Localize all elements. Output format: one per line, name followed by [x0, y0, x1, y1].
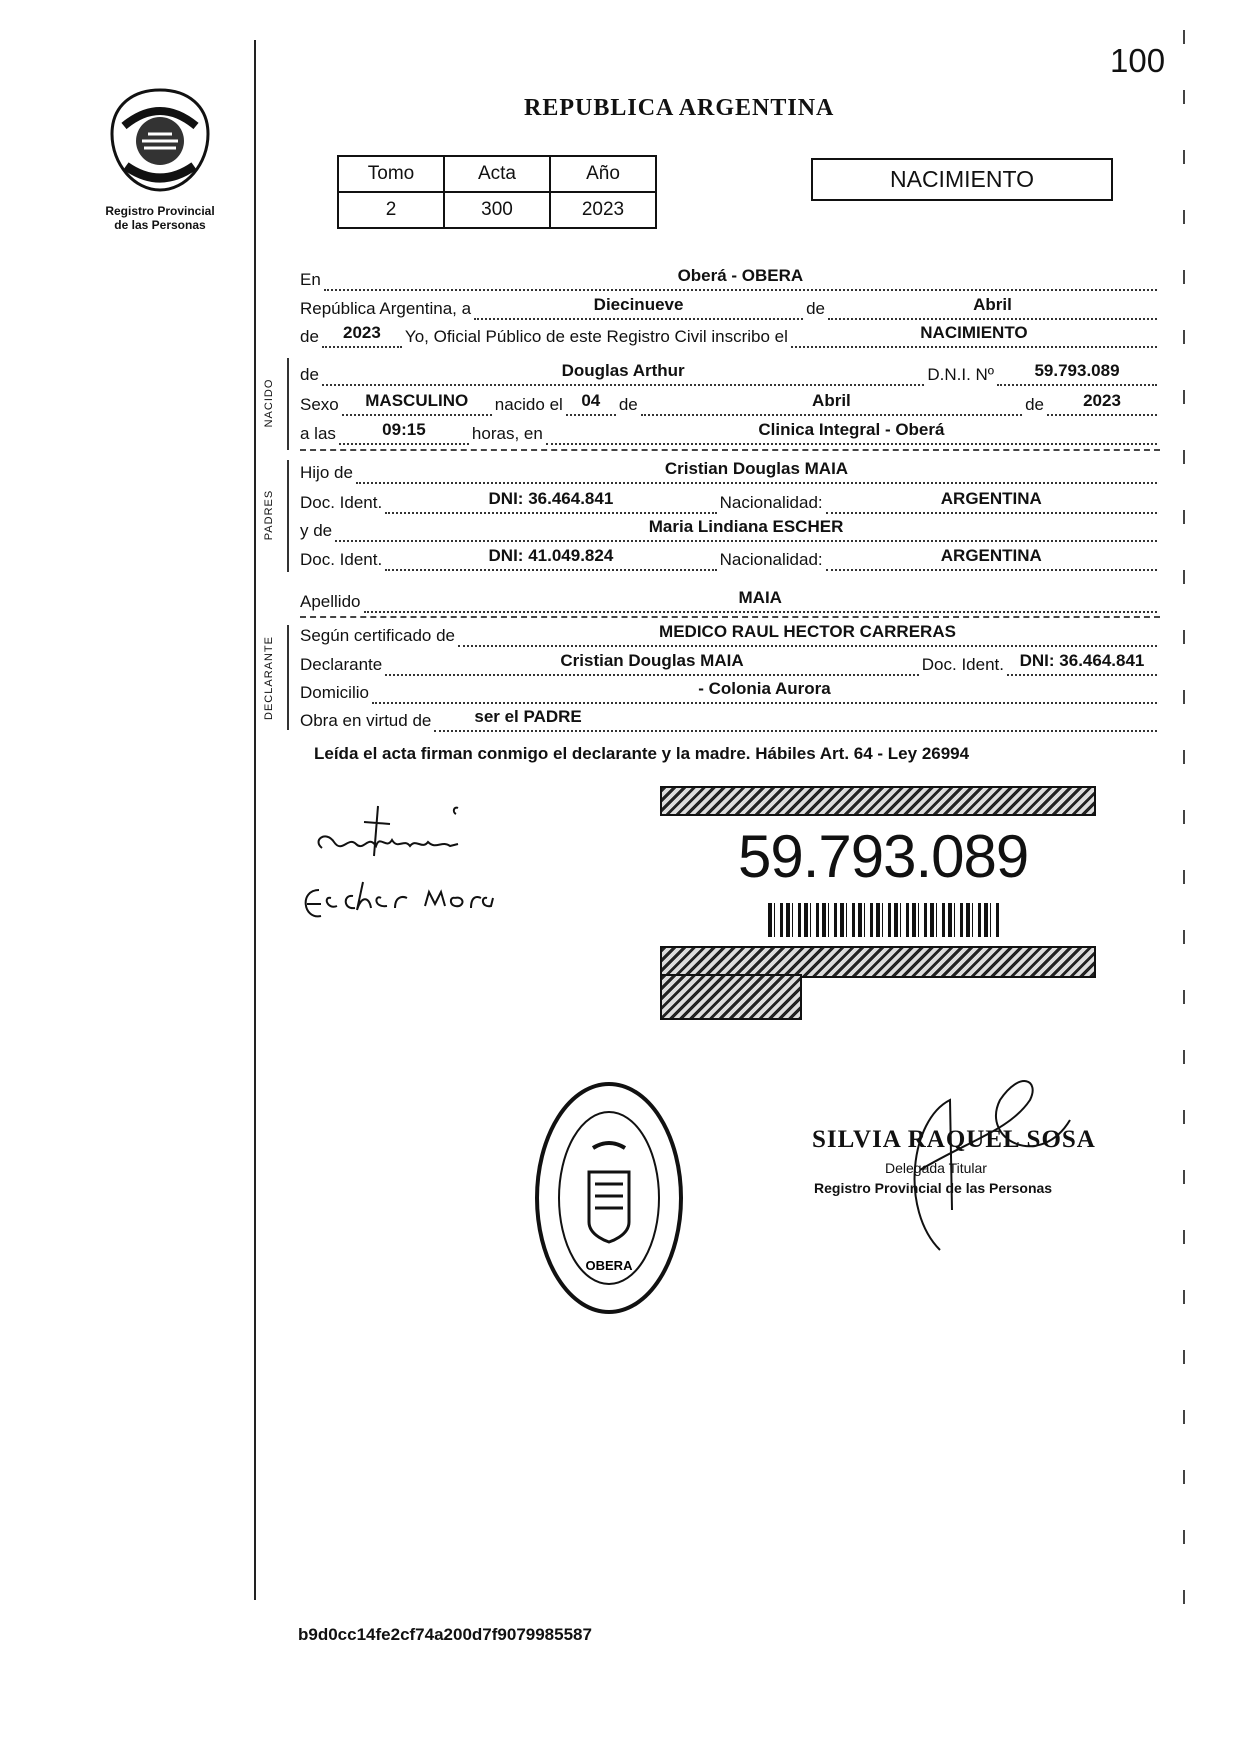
birth-time-value: 09:15 [382, 420, 426, 439]
nac-label-2: Nacionalidad: [719, 550, 823, 569]
en-label: En [300, 270, 321, 289]
inscribe-value: NACIMIENTO [920, 323, 1028, 342]
sexo-label: Sexo [300, 395, 339, 414]
de-year-label: de [1025, 395, 1044, 414]
sexo-value: MASCULINO [365, 391, 469, 410]
declarant-signature [308, 796, 498, 866]
yde-label: y de [300, 521, 333, 540]
de2-label: de [300, 327, 319, 346]
de-name-label: de [300, 365, 319, 384]
hijo-label: Hijo de [300, 463, 353, 482]
row-name [300, 360, 1160, 386]
row-domicilio [300, 678, 1160, 704]
registry-table [337, 155, 657, 229]
father-doc-value: DNI: 36.464.841 [488, 489, 614, 508]
tomo-value: 2 [338, 192, 444, 228]
tomo-header: Tomo [338, 156, 444, 192]
father-name-value: Cristian Douglas MAIA [664, 459, 849, 478]
page-title: REPUBLICA ARGENTINA [524, 95, 835, 121]
mother-signature [295, 876, 495, 931]
alas-label: a las [300, 424, 336, 443]
birth-month-value: Abril [812, 391, 851, 410]
anio-header: Año [550, 156, 656, 192]
row-date [300, 294, 1160, 320]
barcode-icon [768, 903, 1002, 937]
year-value: 2023 [343, 323, 381, 342]
signer-role: Delegada Titular [885, 1160, 987, 1176]
row-declarante [300, 650, 1160, 676]
decl-doc-value: DNI: 36.464.841 [1019, 651, 1145, 670]
nacido-side-label: NACIDO [263, 378, 275, 428]
separator-2 [300, 616, 1160, 618]
padres-bar [287, 460, 289, 572]
mother-nat-value: ARGENTINA [940, 546, 1042, 565]
apellido-label: Apellido [300, 592, 361, 611]
anio-value: 2023 [550, 192, 656, 228]
row-mother-doc [300, 545, 1160, 571]
de-label: de [806, 299, 825, 318]
declarante-side-label: DECLARANTE [263, 635, 275, 720]
republica-label: República Argentina, a [300, 299, 472, 318]
row-apellido [300, 587, 1160, 613]
birth-year-value: 2023 [1083, 391, 1121, 410]
logo-caption [80, 204, 240, 232]
act-type-box: NACIMIENTO [811, 158, 1113, 201]
apellido-value: MAIA [738, 588, 782, 607]
separator [300, 449, 1160, 451]
row-father-doc [300, 488, 1160, 514]
row-cert [300, 621, 1160, 647]
signer-name: SILVIA RAQUEL SOSA [812, 1126, 1096, 1153]
seal-city-text: OBERA [585, 1258, 633, 1273]
row-mother [300, 516, 1160, 542]
obra-label: Obra en virtud de [300, 711, 432, 730]
doc-label: Doc. Ident. [300, 493, 383, 512]
day-value: Diecinueve [593, 295, 684, 314]
de-month-label: de [618, 395, 638, 414]
right-margin-ticks [1183, 30, 1185, 1610]
closing-text: Leída el acta firman conmigo el declarante y la madre. Hábiles Art. 64 - Ley 26994 [314, 744, 970, 763]
obra-value: ser el PADRE [474, 707, 582, 726]
decl-value: Cristian Douglas MAIA [560, 651, 744, 670]
nacido-bar [287, 358, 289, 450]
left-margin-line [254, 40, 256, 1600]
decl-doc-label: Doc. Ident. [921, 655, 1004, 674]
birth-day-value: 04 [581, 391, 601, 410]
signer-org: Registro Provincial de las Personas [814, 1180, 1053, 1196]
security-band-top [660, 786, 1096, 816]
page-number: 100 [1110, 42, 1166, 79]
decl-label: Declarante [300, 655, 383, 674]
month-value: Abril [973, 295, 1012, 314]
seal-icon [104, 86, 216, 194]
declarante-bar [287, 625, 289, 730]
cert-value: MEDICO RAUL HECTOR CARRERAS [659, 622, 956, 641]
mother-doc-value: DNI: 41.049.824 [488, 546, 614, 565]
logo-caption-line2: de las Personas [114, 218, 206, 232]
child-name-value: Douglas Arthur [561, 361, 685, 380]
row-year [300, 322, 1160, 348]
nacido-label: nacido el [494, 395, 563, 414]
padres-side-label: PADRES [263, 489, 275, 541]
mother-name-value: Maria Lindiana ESCHER [648, 517, 844, 536]
cert-label: Según certificado de [300, 626, 455, 645]
father-nat-value: ARGENTINA [940, 489, 1042, 508]
dni-number: 59.793.089 [738, 823, 1029, 890]
official-seal-icon [533, 1080, 685, 1316]
dom-label: Domicilio [300, 683, 369, 702]
document-hash: b9d0cc14fe2cf74a200d7f9079985587 [298, 1625, 592, 1644]
acta-value: 300 [444, 192, 550, 228]
nac-label: Nacionalidad: [719, 493, 823, 512]
horas-label: horas, en [471, 424, 543, 443]
doc-label-2: Doc. Ident. [300, 550, 383, 569]
row-sexo [300, 390, 1160, 416]
child-dni-value: 59.793.089 [1034, 361, 1120, 380]
dom-value: - Colonia Aurora [698, 679, 831, 698]
birth-place-value: Clinica Integral - Oberá [758, 420, 945, 439]
logo-caption-line1: Registro Provincial [105, 204, 215, 218]
row-father [300, 458, 1160, 484]
yo-text: Yo, Oficial Público de este Registro Civil inscribo el [404, 327, 788, 346]
security-hologram [660, 974, 802, 1020]
row-en [300, 265, 1160, 291]
row-time [300, 419, 1160, 445]
place-value: Oberá - OBERA [677, 266, 804, 285]
acta-header: Acta [444, 156, 550, 192]
dni-label: D.N.I. Nº [927, 365, 994, 384]
row-obra [300, 706, 1160, 732]
